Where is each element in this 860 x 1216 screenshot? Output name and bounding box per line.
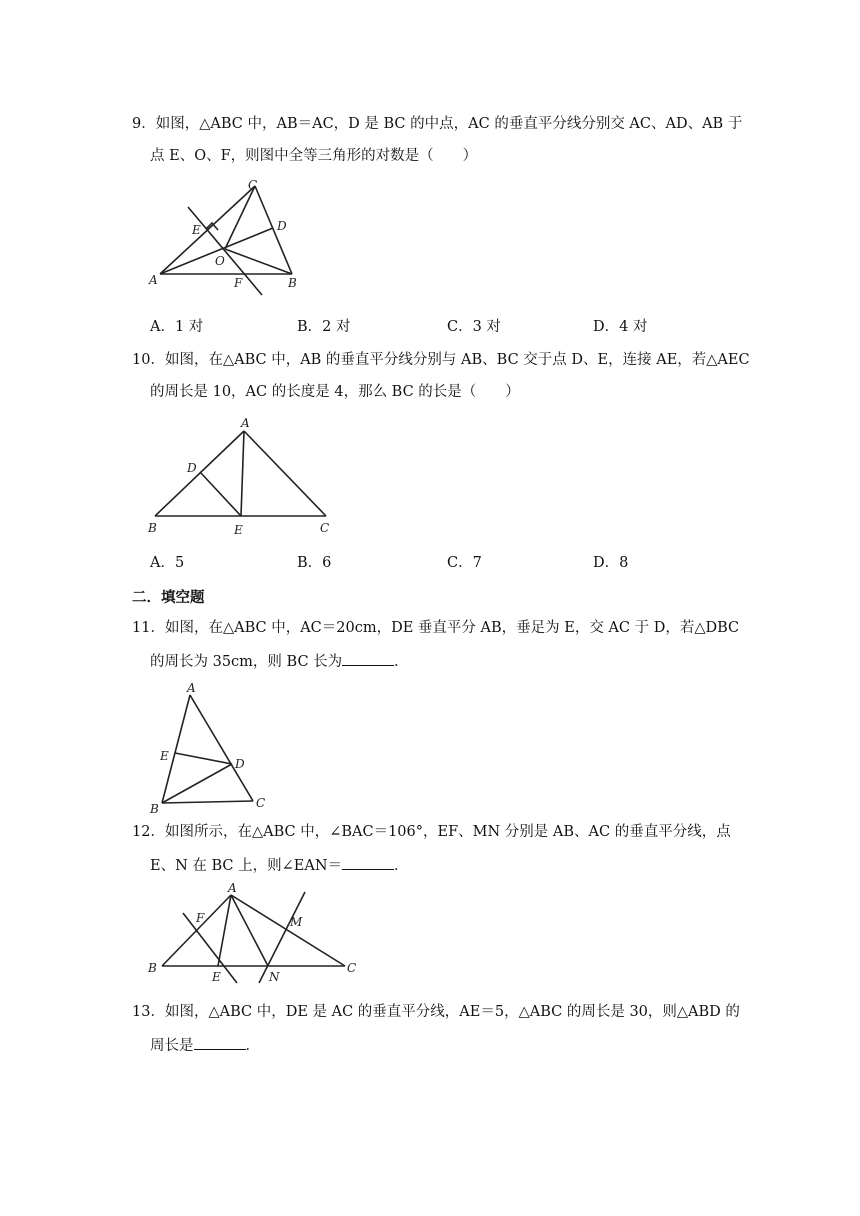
q10-label-e: E <box>234 523 243 537</box>
q10-option-a[interactable]: A．5 <box>150 555 185 571</box>
q9-label-e: E <box>192 223 201 237</box>
q9-options <box>150 315 770 335</box>
q11-line-2 <box>150 651 409 672</box>
q9-option-b[interactable]: B．2 对 <box>297 319 351 335</box>
q9-figure <box>140 175 310 295</box>
q12-figure <box>140 880 370 990</box>
q9-line-1: 9．如图，△ABC 中，AB＝AC，D 是 BC 的中点，AC 的垂直平分线分别交 AC、AD、AB 于 <box>132 116 743 132</box>
q9-label-f: F <box>234 276 243 290</box>
q10-options <box>150 551 770 571</box>
q10-line-2: 的周长是 10，AC 的长度是 4，那么 BC 的长是（ ） <box>150 384 520 400</box>
q12-label-b: B <box>148 961 157 975</box>
q9-label-b: B <box>288 276 297 290</box>
q12-answer-blank[interactable] <box>342 855 394 870</box>
q12-segment-ac <box>231 895 345 966</box>
q13-line-2 <box>150 1035 260 1056</box>
q10-segment-de <box>200 472 241 516</box>
q11-segment-bd <box>162 764 232 803</box>
q10-label-d: D <box>187 461 197 475</box>
q9-option-a[interactable]: A．1 对 <box>150 319 204 335</box>
q11-label-e: E <box>160 749 169 763</box>
q10-segment-ab <box>155 431 244 516</box>
q11-line-1: 11．如图，在△ABC 中，AC＝20cm，DE 垂直平分 AB，垂足为 E，交 AC 于 D，若△DBC <box>132 620 740 636</box>
q9-segment-ob <box>225 249 292 274</box>
q9-option-d[interactable]: D．4 对 <box>593 319 648 335</box>
q13-answer-blank[interactable] <box>194 1035 246 1050</box>
q10-line-1: 10．如图，在△ABC 中，AB 的垂直平分线分别与 AB、BC 交于点 D、E，连接 AE，若△AEC <box>132 352 750 368</box>
q11-line-2-end: ． <box>394 654 409 670</box>
q11-label-c: C <box>256 796 266 810</box>
q12-label-e: E <box>212 970 221 984</box>
q9-line-2: 点 E、O、F，则图中全等三角形的对数是（ ） <box>150 148 478 164</box>
q11-answer-blank[interactable] <box>342 651 394 666</box>
section-title: 二．填空题 <box>132 590 205 606</box>
q9-label-d: D <box>277 219 287 233</box>
q11-segment-bc <box>162 801 253 803</box>
q11-figure <box>145 680 275 816</box>
q11-line-2-text: 的周长为 35cm，则 BC 长为 <box>150 654 343 670</box>
q10-figure <box>140 415 340 540</box>
q11-label-d: D <box>235 757 245 771</box>
q12-label-f: F <box>196 911 205 925</box>
q13-line-2-text: 周长是 <box>150 1038 194 1054</box>
q12-bisector-ef <box>183 913 237 983</box>
q10-segment-ae <box>241 431 244 516</box>
q11-label-b: B <box>150 802 159 816</box>
q10-label-a: A <box>241 416 250 430</box>
q12-line-2 <box>150 855 409 876</box>
q10-label-b: B <box>148 521 157 535</box>
q11-segment-ac <box>190 695 253 801</box>
q10-label-c: C <box>320 521 330 535</box>
q10-option-b[interactable]: B．6 <box>297 555 332 571</box>
q12-line-2-text: E、N 在 BC 上，则∠EAN＝ <box>150 858 343 874</box>
q13-line-2-end: ． <box>245 1038 260 1054</box>
q9-perpendicular-bisector <box>188 207 262 295</box>
q9-label-c: C <box>248 178 258 192</box>
q12-label-c: C <box>347 961 357 975</box>
q13-line-1: 13．如图，△ABC 中，DE 是 AC 的垂直平分线，AE＝5，△ABC 的周长是 30，则△ABD 的 <box>132 1004 740 1020</box>
q9-label-o: O <box>215 254 225 268</box>
q12-label-n: N <box>269 970 280 984</box>
q9-option-c[interactable]: C．3 对 <box>447 319 501 335</box>
q12-line-1: 12．如图所示，在△ABC 中，∠BAC＝106°，EF、MN 分别是 AB、AC 的垂直平分线，点 <box>132 824 731 840</box>
q12-label-a: A <box>228 881 237 895</box>
q11-segment-ed <box>175 753 232 764</box>
q12-label-m: M <box>290 915 303 929</box>
q9-segment-oc <box>225 186 255 249</box>
q10-option-c[interactable]: C．7 <box>447 555 482 571</box>
q10-segment-ac <box>244 431 326 516</box>
q12-line-2-end: ． <box>394 858 409 874</box>
q11-label-a: A <box>187 681 196 695</box>
q10-option-d[interactable]: D．8 <box>593 555 629 571</box>
q9-label-a: A <box>149 273 158 287</box>
